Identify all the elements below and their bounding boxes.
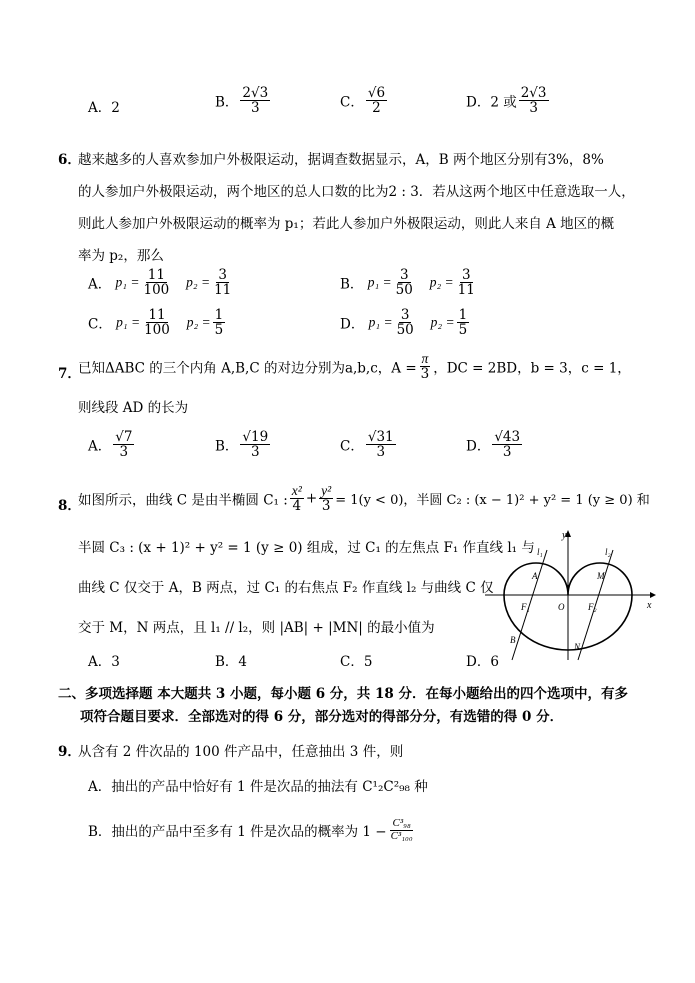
q8-line-2: 半圆 C₃ : (x + 1)² + y² = 1 (y ≥ 0) 组成，过 C₁ 的左焦点 F₁ 作直线 l₁ 与 (78, 540, 535, 556)
label-f1: F₁ (521, 602, 530, 612)
label-x: x (647, 600, 652, 611)
label-a: A (532, 571, 538, 581)
q5-option-b: B． $\frac{2√3}{3}$ (215, 85, 269, 117)
q7-option-b: B． $\frac{√19}{3}$ (215, 429, 269, 461)
q9-stem: 从含有 2 件次品的 100 件产品中，任意抽出 3 件，则 (78, 744, 404, 760)
q6-option-b: B． p₁ = $\frac{3}{50}$ p₂ = $\frac{3}{11}$ (340, 267, 475, 299)
label-l2: l₂ (605, 547, 611, 557)
q6-line-4: 率为 p₂，那么 (78, 248, 164, 264)
q8-number: 8． (58, 498, 81, 514)
q8-option-b: B．4 (215, 654, 248, 670)
q5-option-d: D．2 或 $\frac{2√3}{3}$ (466, 85, 547, 117)
q7-number: 7． (58, 366, 81, 382)
q9-option-a: A．抽出的产品中恰好有 1 件是次品的抽法有 C¹₂C²₉₈ 种 (88, 779, 428, 795)
q6-option-c: C． p₁ = $\frac{11}{100}$ p₂ = $\frac{1}{5}$ (88, 307, 224, 339)
x-axis-arrow (650, 592, 656, 598)
q9-number: 9． (58, 744, 81, 760)
q6-number: 6． (58, 152, 81, 168)
q8-figure (485, 528, 660, 663)
q7-option-d: D． $\frac{√43}{3}$ (466, 429, 521, 461)
label-f2: F₂ (588, 602, 597, 612)
label-m: M (597, 571, 605, 581)
q6-line-1: 越来越多的人喜欢参加户外极限运动，据调查数据显示，A，B 两个地区分别有3%，8% (78, 152, 604, 168)
q9-option-b: B．抽出的产品中至多有 1 件是次品的概率为 1 − $\frac{\text{C³₉₈}}{\text{C³₁₀₀}}$ (88, 817, 413, 842)
q7-option-a: A． $\frac{√7}{3}$ (88, 429, 133, 461)
label-l1: l₁ (537, 547, 543, 557)
q8-option-d: D．6 (466, 654, 499, 670)
label-o: O (558, 602, 565, 612)
q7-line-1: 已知ΔABC 的三个内角 A,B,C 的对边分别为a,b,c，A = $\frac{\pi}{3}$ ，DC = 2BD，b = 3，c = 1， (78, 351, 631, 383)
q6-option-d: D． p₁ = $\frac{3}{50}$ p₂ = $\frac{1}{5}$ (340, 307, 468, 339)
label-b: B (510, 635, 516, 645)
q8-line-1: 如图所示，曲线 C 是由半椭圆 C₁ : $\frac{\text{x²}}{4}$ + $\frac{\text{y²}}{3}$ = 1(y < 0)，半圆 C₂ : (x − 1)² + y² = 1 (y ≥ 0) 和 (78, 483, 650, 515)
q5-option-a: A．2 (88, 100, 120, 116)
q6-option-a: A． p₁ = $\frac{11}{100}$ p₂ = $\frac{3}{11}$ (88, 267, 232, 299)
q6-line-3: 则此人参加户外极限运动的概率为 p₁；若此人参加户外极限运动，则此人来自 A 地区的概 (78, 216, 615, 232)
q8-line-4: 交于 M，N 两点，且 l₁ // l₂，则 |AB| + |MN| 的最小值为 (78, 620, 435, 636)
q7-option-c: C． $\frac{√31}{3}$ (340, 429, 394, 461)
section-2-heading: 二、多项选择题 本大题共 3 小题，每小题 6 分，共 18 分．在每小题给出的四个选项中，有多 (58, 686, 628, 702)
q8-line-3: 曲线 C 仅交于 A，B 两点，过 C₁ 的右焦点 F₂ 作直线 l₂ 与曲线 C 仅 (78, 580, 494, 596)
q7-line-2: 则线段 AD 的长为 (78, 400, 189, 416)
label-y: y (562, 530, 567, 541)
q8-option-c: C．5 (340, 654, 373, 670)
q8-option-a: A．3 (88, 654, 120, 670)
label-n: N (574, 642, 581, 652)
q6-line-2: 的人参加户外极限运动，两个地区的总人口数的比为2 : 3．若从这两个地区中任意选取一人， (78, 184, 635, 200)
section-2-instructions: 项符合题目要求．全部选对的得 6 分，部分选对的得部分分，有选错的得 0 分． (80, 709, 564, 725)
q5-option-c: C． $\frac{√6}{2}$ (340, 85, 386, 117)
